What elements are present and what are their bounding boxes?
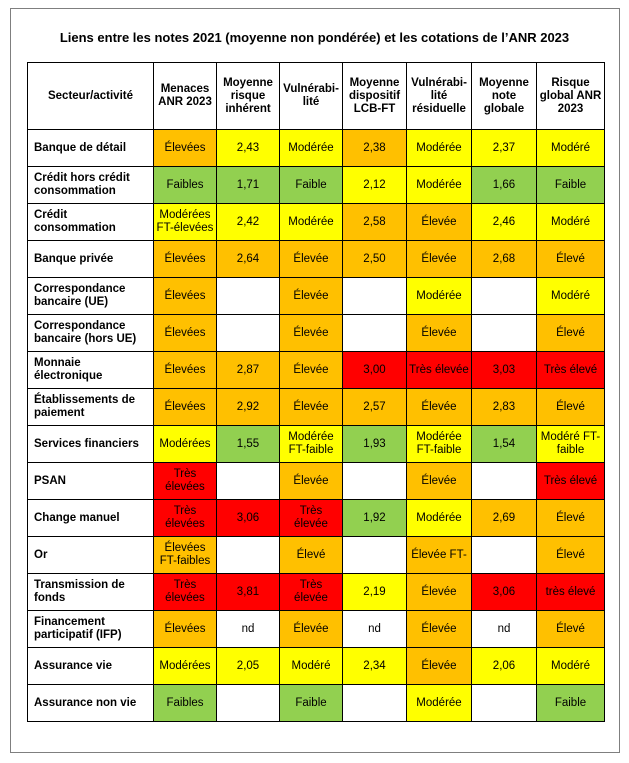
rating-cell: 2,06 <box>472 648 537 685</box>
table-row <box>28 352 605 389</box>
rating-cell: Élevée <box>280 463 343 500</box>
rating-cell: 2,43 <box>217 130 280 167</box>
rating-cell: Élevée <box>407 204 472 241</box>
rating-cell: Élevée <box>280 352 343 389</box>
rating-cell: 2,58 <box>343 204 407 241</box>
header-cell: Vulnérabi-lité résiduelle <box>407 63 472 130</box>
table-row <box>28 648 605 685</box>
rating-cell: 3,00 <box>343 352 407 389</box>
table-row <box>28 426 605 463</box>
rating-cell: Modéré <box>537 130 605 167</box>
rating-cell: Élevées FT-faibles <box>154 537 217 574</box>
rating-cell: 2,34 <box>343 648 407 685</box>
rating-cell <box>217 315 280 352</box>
table-row <box>28 537 605 574</box>
rating-cell: Faibles <box>154 685 217 722</box>
rating-cell: 3,06 <box>472 574 537 611</box>
rating-cell <box>217 463 280 500</box>
rating-cell: nd <box>217 611 280 648</box>
header-cell: Menaces ANR 2023 <box>154 63 217 130</box>
rating-cell: 3,03 <box>472 352 537 389</box>
rating-cell <box>343 463 407 500</box>
rating-cell: 3,06 <box>217 500 280 537</box>
rating-cell: Élevé <box>537 389 605 426</box>
table-row <box>28 204 605 241</box>
header-cell: Moyenne dispositif LCB-FT <box>343 63 407 130</box>
rating-cell: Très élevé <box>537 352 605 389</box>
rating-cell: 2,57 <box>343 389 407 426</box>
table-row <box>28 167 605 204</box>
rating-cell: 2,64 <box>217 241 280 278</box>
rating-cell: Faible <box>280 685 343 722</box>
rating-cell: Très élevées <box>154 463 217 500</box>
table-row <box>28 241 605 278</box>
rating-cell: Modérée <box>407 167 472 204</box>
rating-cell: Modéré <box>537 204 605 241</box>
sector-cell: Crédit consommation <box>28 204 154 241</box>
rating-cell: Faibles <box>154 167 217 204</box>
rating-cell: Modéré <box>280 648 343 685</box>
sector-cell: Assurance non vie <box>28 685 154 722</box>
table-row <box>28 315 605 352</box>
rating-cell: Élevée <box>407 241 472 278</box>
rating-cell <box>472 463 537 500</box>
table-row <box>28 500 605 537</box>
rating-cell: 2,05 <box>217 648 280 685</box>
rating-cell: 2,92 <box>217 389 280 426</box>
table-row <box>28 130 605 167</box>
rating-cell: Élevées <box>154 241 217 278</box>
rating-cell: 2,69 <box>472 500 537 537</box>
rating-cell: Élevée <box>280 611 343 648</box>
rating-cell <box>217 278 280 315</box>
table-row <box>28 463 605 500</box>
rating-cell: Faible <box>537 167 605 204</box>
rating-cell: 2,50 <box>343 241 407 278</box>
table-row <box>28 685 605 722</box>
sector-cell: Correspondance bancaire (hors UE) <box>28 315 154 352</box>
rating-cell: Élevé <box>537 315 605 352</box>
rating-cell: Très élevée <box>280 574 343 611</box>
rating-cell: Élevé <box>280 537 343 574</box>
rating-cell: Élevée <box>407 574 472 611</box>
sector-cell: Change manuel <box>28 500 154 537</box>
rating-cell: 2,19 <box>343 574 407 611</box>
rating-cell: Modérées FT-élevées <box>154 204 217 241</box>
sector-cell: Banque de détail <box>28 130 154 167</box>
rating-cell: Élevée <box>280 315 343 352</box>
rating-cell: Modéré <box>537 648 605 685</box>
sector-cell: Établissements de paiement <box>28 389 154 426</box>
rating-cell <box>217 537 280 574</box>
rating-cell: Élevé <box>537 537 605 574</box>
sector-cell: Crédit hors crédit consommation <box>28 167 154 204</box>
rating-cell: Élevées <box>154 352 217 389</box>
rating-cell: 1,54 <box>472 426 537 463</box>
rating-cell: Modérée <box>407 130 472 167</box>
rating-cell <box>472 315 537 352</box>
rating-cell <box>343 278 407 315</box>
rating-cell: Élevée <box>407 463 472 500</box>
rating-cell: Élevée <box>280 389 343 426</box>
sector-cell: Assurance vie <box>28 648 154 685</box>
rating-cell: Modéré <box>537 278 605 315</box>
rating-cell: Élevées <box>154 611 217 648</box>
header-cell: Vulnérabi-lité <box>280 63 343 130</box>
rating-cell: Modérée FT-faible <box>280 426 343 463</box>
rating-cell: Élevées <box>154 389 217 426</box>
rating-cell <box>343 685 407 722</box>
rating-cell: 1,55 <box>217 426 280 463</box>
rating-cell: Modérée <box>407 278 472 315</box>
rating-cell: 1,93 <box>343 426 407 463</box>
rating-cell <box>343 315 407 352</box>
rating-cell: Faible <box>537 685 605 722</box>
rating-cell: Modérée <box>280 130 343 167</box>
sector-cell: PSAN <box>28 463 154 500</box>
rating-cell <box>472 685 537 722</box>
rating-cell: 2,46 <box>472 204 537 241</box>
rating-cell: Élevée FT- <box>407 537 472 574</box>
rating-cell: Modérée <box>407 500 472 537</box>
rating-cell: nd <box>472 611 537 648</box>
rating-cell: Élevée <box>280 241 343 278</box>
rating-cell: 2,12 <box>343 167 407 204</box>
sector-cell: Banque privée <box>28 241 154 278</box>
rating-cell: Modérée <box>407 685 472 722</box>
rating-cell: Élevée <box>407 611 472 648</box>
sector-cell: Financement participatif (IFP) <box>28 611 154 648</box>
rating-cell: Élevée <box>280 278 343 315</box>
rating-cell <box>343 537 407 574</box>
rating-cell: Modérée FT-faible <box>407 426 472 463</box>
rating-cell: Élevée <box>407 648 472 685</box>
rating-cell: Modéré FT-faible <box>537 426 605 463</box>
rating-cell: Élevé <box>537 241 605 278</box>
rating-cell: Élevé <box>537 500 605 537</box>
rating-cell <box>472 537 537 574</box>
table-body <box>28 130 605 722</box>
header-cell: Moyenne risque inhérent <box>217 63 280 130</box>
rating-cell <box>472 278 537 315</box>
sector-cell: Services financiers <box>28 426 154 463</box>
page-title: Liens entre les notes 2021 (moyenne non pondérée) et les cotations de l’ANR 2023 <box>59 30 570 45</box>
rating-cell: Très élevée <box>407 352 472 389</box>
rating-cell: Très élevées <box>154 500 217 537</box>
rating-cell: 2,68 <box>472 241 537 278</box>
rating-cell <box>217 685 280 722</box>
rating-cell: Élevée <box>407 389 472 426</box>
rating-cell: 2,38 <box>343 130 407 167</box>
rating-cell: 3,81 <box>217 574 280 611</box>
sector-cell: Correspondance bancaire (UE) <box>28 278 154 315</box>
rating-cell: Élevées <box>154 130 217 167</box>
rating-cell: 1,71 <box>217 167 280 204</box>
rating-cell: nd <box>343 611 407 648</box>
rating-cell: Modérée <box>280 204 343 241</box>
table-row <box>28 611 605 648</box>
rating-cell: Très élevées <box>154 574 217 611</box>
sector-cell: Monnaie électronique <box>28 352 154 389</box>
rating-cell: Modérées <box>154 426 217 463</box>
header-cell: Risque global ANR 2023 <box>537 63 605 130</box>
sector-cell: Or <box>28 537 154 574</box>
table-row <box>28 389 605 426</box>
header-row <box>28 63 605 130</box>
rating-cell: 2,83 <box>472 389 537 426</box>
header-cell: Secteur/activité <box>28 63 154 130</box>
rating-cell: Très élevée <box>280 500 343 537</box>
rating-cell: 2,37 <box>472 130 537 167</box>
rating-cell: 1,66 <box>472 167 537 204</box>
rating-cell: Élevées <box>154 315 217 352</box>
rating-cell: 2,42 <box>217 204 280 241</box>
risk-table <box>27 62 605 722</box>
rating-cell: 2,87 <box>217 352 280 389</box>
rating-cell: Élevé <box>537 611 605 648</box>
rating-cell: Très élevé <box>537 463 605 500</box>
rating-cell: Faible <box>280 167 343 204</box>
sector-cell: Transmission de fonds <box>28 574 154 611</box>
rating-cell: 1,92 <box>343 500 407 537</box>
rating-cell: très élevé <box>537 574 605 611</box>
rating-cell: Élevée <box>407 315 472 352</box>
table-row <box>28 574 605 611</box>
header-cell: Moyenne note globale <box>472 63 537 130</box>
rating-cell: Élevées <box>154 278 217 315</box>
table-row <box>28 278 605 315</box>
rating-cell: Modérées <box>154 648 217 685</box>
